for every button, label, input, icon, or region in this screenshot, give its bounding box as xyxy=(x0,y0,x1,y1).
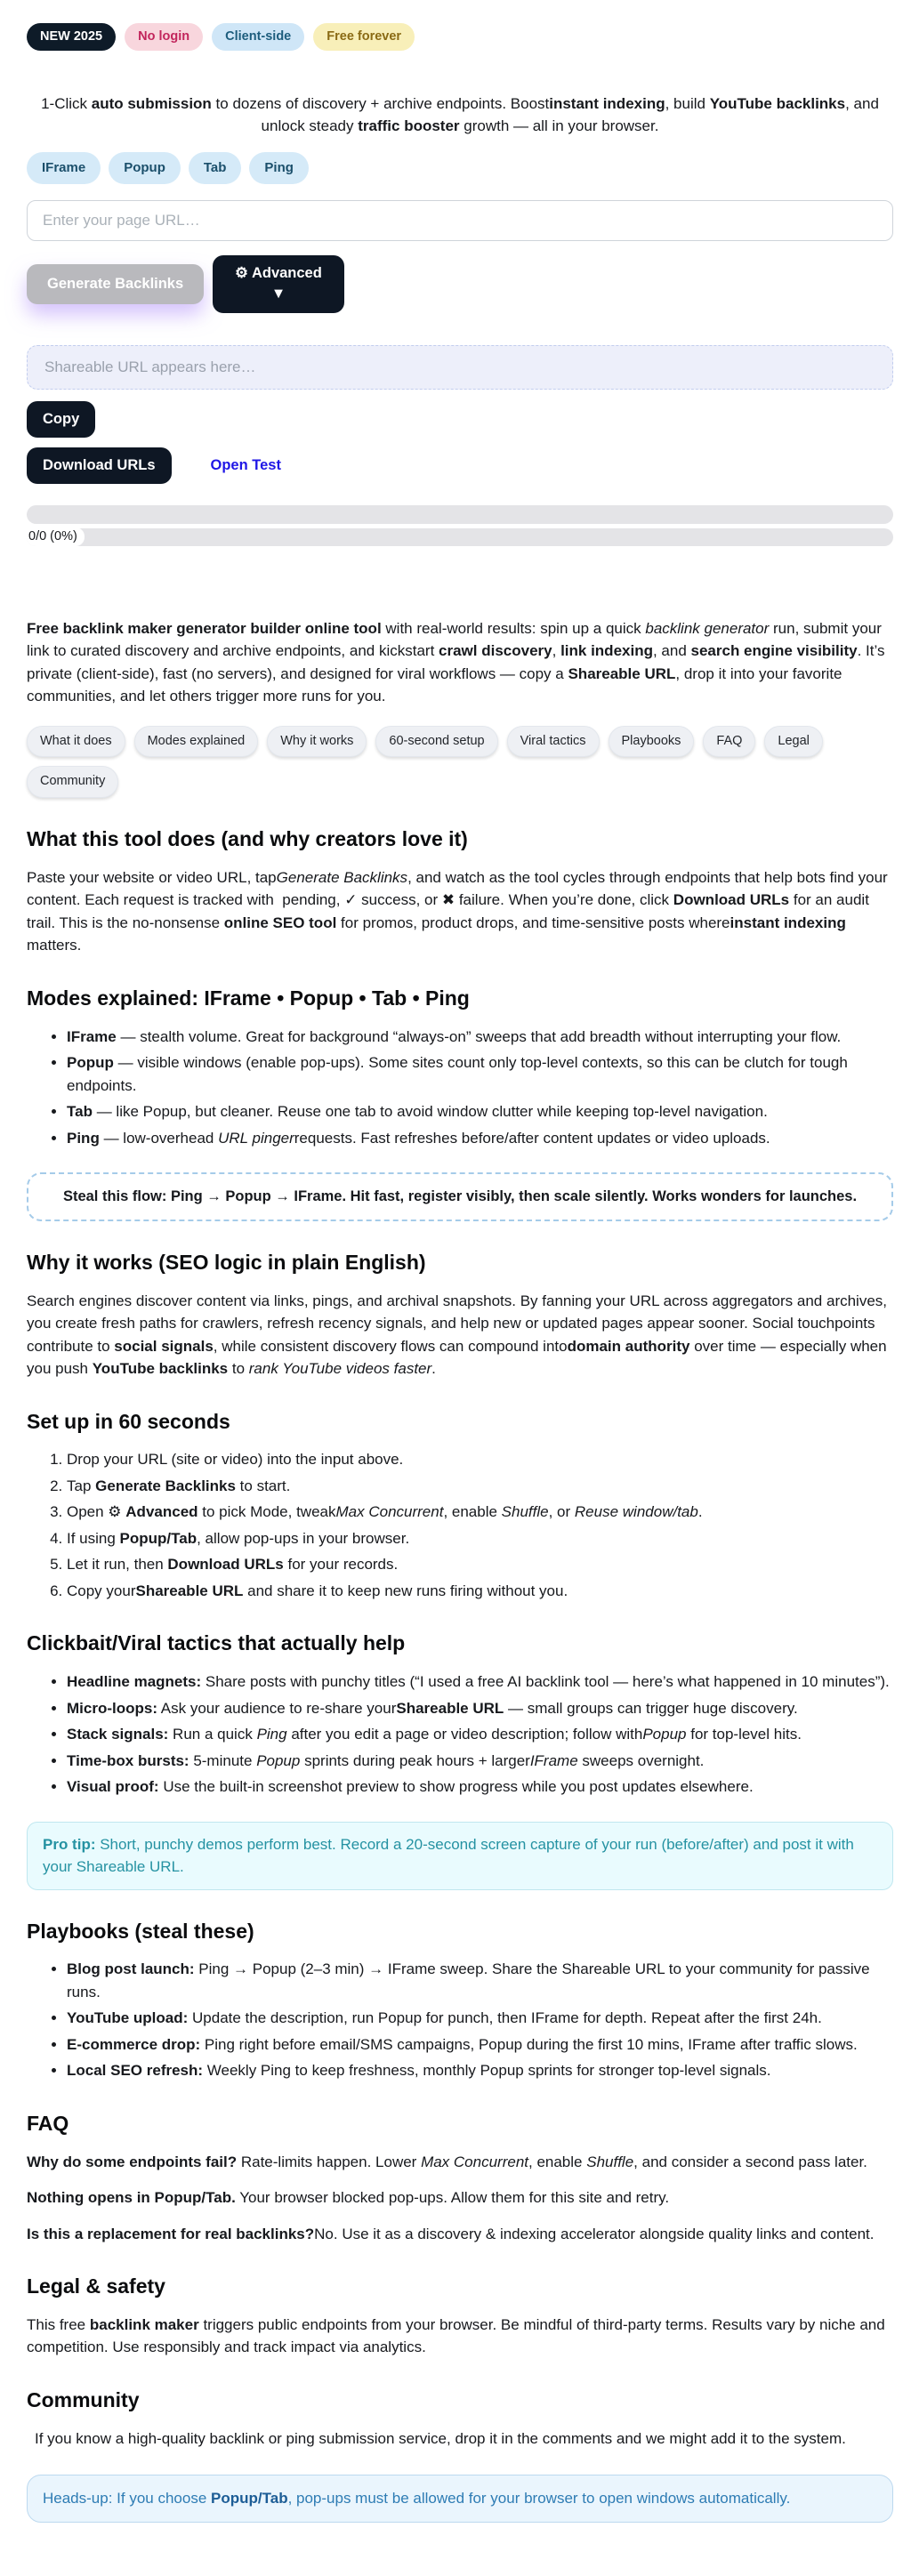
list-item: • Micro-loops: Ask your audience to re-share yourShareable URL — small groups can trigger huge discovery. xyxy=(67,1697,893,1720)
gear-icon: ⚙ xyxy=(235,265,248,282)
nav-chip-what-it-does[interactable]: What it does xyxy=(27,726,125,758)
progress-status: 0/0 (0%) xyxy=(27,527,85,547)
nav-chip-community[interactable]: Community xyxy=(27,766,118,798)
list-item-tab: • Tab — like Popup, but cleaner. Reuse one tab to avoid window clutter while keeping top-level navigation. xyxy=(67,1100,893,1123)
list-item-popup: • Popup — visible windows (enable pop-ups). Some sites count only top-level contexts, so this can be clutch for tough endpoints. xyxy=(67,1051,893,1097)
advanced-button-label: Advanced xyxy=(251,265,322,282)
setup-step: 5. Let it run, then Download URLs for your records. xyxy=(67,1553,893,1576)
heading-modes-explained: Modes explained: IFrame • Popup • Tab • Ping xyxy=(27,986,470,1010)
pro-tip-callout: Pro tip: Short, punchy demos perform best. Record a 20-second screen capture of your run (before/after) and post it with your Shareable URL. xyxy=(27,1822,893,1890)
badge-new-2025: NEW 2025 xyxy=(27,23,116,51)
list-item: • Blog post launch: Ping → Popup (2–3 min) → IFrame sweep. Share the Shareable URL to your community for passive runs. xyxy=(67,1958,893,2003)
list-item: • E-commerce drop: Ping right before email/SMS campaigns, Popup during the first 10 mins, IFrame after traffic slows. xyxy=(67,2033,893,2057)
heading-playbooks: Playbooks (steal these) xyxy=(27,1919,254,1943)
what-it-does-paragraph: Paste your website or video URL, tapGenerate Backlinks, and watch as the tool cycles through endpoints that help bots find your content. Each request is tracked with pending, ✓ success, or ✖ failure. When you’re done, click Download URLs for an audit trail. This is the no-nonsense online SEO tool for promos, product drops, and time-sensitive posts whereinstant indexing matters. xyxy=(27,868,888,954)
setup-steps-list xyxy=(27,1448,893,1602)
heading-why-it-works: Why it works (SEO logic in plain English) xyxy=(27,1250,426,1274)
mode-chip-ping[interactable]: Ping xyxy=(249,152,309,185)
list-item: • Local SEO refresh: Weekly Ping to keep freshness, monthly Popup sprints for stronger top-level signals. xyxy=(67,2059,893,2082)
advanced-button-top-line xyxy=(235,263,322,284)
heading-community: Community xyxy=(27,2387,140,2411)
mode-chip-popup[interactable]: Popup xyxy=(109,152,181,185)
list-item: • YouTube upload: Update the description, run Popup for punch, then IFrame for depth. Repeat after the first 24h. xyxy=(67,2007,893,2030)
setup-step: 2. Tap Generate Backlinks to start. xyxy=(67,1475,893,1498)
steal-flow-callout: Steal this flow: Ping → Popup → IFrame. Hit fast, register visibly, then scale silently. Works wonders for launches. xyxy=(27,1172,893,1221)
list-item: • Stack signals: Run a quick Ping after you edit a page or video description; follow withPopup for top-level hits. xyxy=(67,1723,893,1746)
list-item-iframe: • IFrame — stealth volume. Great for background “always-on” sweeps that add breadth without interrupting your flow. xyxy=(67,1026,893,1049)
why-it-works-paragraph: Search engines discover content via links, pings, and archival snapshots. By fanning your URL across aggregators and archives, you create fresh paths for crawlers, refresh recency signals, and help new or updated pages appear sooner. Social touchpoints contribute to social signals, while consistent discovery flows can compound intodomain authority over time — especially when you push YouTube backlinks to rank YouTube videos faster. xyxy=(27,1292,888,1378)
community-paragraph: If you know a high-quality backlink or ping submission service, drop it in the comments and we might add it to the system. xyxy=(35,2429,846,2447)
heading-legal: Legal & safety xyxy=(27,2274,165,2298)
nav-chip-modes-explained[interactable]: Modes explained xyxy=(134,726,259,758)
shareable-url-input[interactable] xyxy=(27,345,893,390)
open-test-link[interactable]: Open Test xyxy=(210,456,281,473)
badge-client-side: Client-side xyxy=(212,23,304,51)
action-button-row xyxy=(27,255,893,312)
url-input[interactable] xyxy=(27,200,893,241)
setup-step: 3. Open ⚙ Advanced to pick Mode, tweakMax Concurrent, enable Shuffle, or Reuse window/tab. xyxy=(67,1501,893,1524)
mode-chip-iframe[interactable]: IFrame xyxy=(27,152,101,185)
list-item: • Time-box bursts: 5-minute Popup sprints during peak hours + largerIFrame sweeps overnight. xyxy=(67,1750,893,1773)
heading-faq: FAQ xyxy=(27,2111,69,2135)
setup-step: 4. If using Popup/Tab, allow pop-ups in your browser. xyxy=(67,1527,893,1550)
mode-chip-row xyxy=(27,152,893,185)
nav-chip-playbooks[interactable]: Playbooks xyxy=(609,726,695,758)
nav-chip-legal[interactable]: Legal xyxy=(764,726,822,758)
nav-chip-why-it-works[interactable]: Why it works xyxy=(267,726,367,758)
playbooks-list xyxy=(27,1958,893,2082)
list-item-ping: • Ping — low-overhead URL pingerrequests. Fast refreshes before/after content updates or video uploads. xyxy=(67,1127,893,1150)
copy-row xyxy=(27,401,893,438)
nav-chip-60-second-setup[interactable]: 60-second setup xyxy=(375,726,497,758)
nav-chip-faq[interactable]: FAQ xyxy=(703,726,755,758)
modes-list xyxy=(27,1026,893,1150)
heading-what-it-does: What this tool does (and why creators love it) xyxy=(27,827,468,851)
chevron-down-icon: ▼ xyxy=(270,286,286,302)
generate-backlinks-button[interactable]: Generate Backlinks xyxy=(27,264,204,304)
progress-bar xyxy=(27,505,893,524)
nav-chip-viral-tactics[interactable]: Viral tactics xyxy=(507,726,600,758)
badge-no-login: No login xyxy=(125,23,203,51)
badge-row xyxy=(27,23,893,51)
heads-up-callout: Heads-up: If you choose Popup/Tab, pop-ups must be allowed for your browser to open windows automatically. xyxy=(27,2475,893,2523)
summary-paragraph: Free backlink maker generator builder online tool with real-world results: spin up a quick backlink generator run, submit your link to curated discovery and archive endpoints, and kickstart crawl discovery, link indexing, and search engine visibility. It’s private (client-side), fast (no servers), and designed for viral workflows — copy a Shareable URL, drop it into your favorite communities, and let others trigger more runs for you. xyxy=(27,619,885,705)
heading-viral-tactics: Clickbait/Viral tactics that actually help xyxy=(27,1631,406,1655)
download-urls-button[interactable]: Download URLs xyxy=(27,447,172,484)
progress-status-row xyxy=(27,528,893,546)
setup-step: 1. Drop your URL (site or video) into the input above. xyxy=(67,1448,893,1471)
faq-item: Why do some endpoints fail? Rate-limits happen. Lower Max Concurrent, enable Shuffle, and consider a second pass later. xyxy=(27,2153,867,2170)
section-nav xyxy=(27,726,893,799)
setup-step: 6. Copy yourShareable URL and share it to keep new runs firing without you. xyxy=(67,1580,893,1603)
list-item: • Visual proof: Use the built-in screenshot preview to show progress while you post updates elsewhere. xyxy=(67,1775,893,1799)
advanced-button[interactable] xyxy=(213,255,344,312)
list-item: • Headline magnets: Share posts with punchy titles (“I used a free AI backlink tool — here’s what happened in 10 minutes”). xyxy=(67,1670,893,1694)
legal-paragraph: This free backlink maker triggers public endpoints from your browser. Be mindful of third-party terms. Results vary by niche and competition. Use responsibly and track impact via analytics. xyxy=(27,2315,885,2356)
badge-free-forever: Free forever xyxy=(313,23,415,51)
download-row xyxy=(27,447,893,484)
tactics-list xyxy=(27,1670,893,1799)
faq-item: Nothing opens in Popup/Tab. Your browser blocked pop-ups. Allow them for this site and retry. xyxy=(27,2189,670,2207)
intro-text: 1-Click auto submission to dozens of discovery + archive endpoints. Boostinstant indexing, build YouTube backlinks, and unlock steady traffic booster growth — all in your browser. xyxy=(41,94,879,135)
faq-item: Is this a replacement for real backlinks?No. Use it as a discovery & indexing accelerator alongside quality links and content. xyxy=(27,2225,875,2242)
mode-chip-tab[interactable]: Tab xyxy=(189,152,242,185)
heading-setup: Set up in 60 seconds xyxy=(27,1409,230,1433)
copy-button[interactable]: Copy xyxy=(27,401,95,438)
